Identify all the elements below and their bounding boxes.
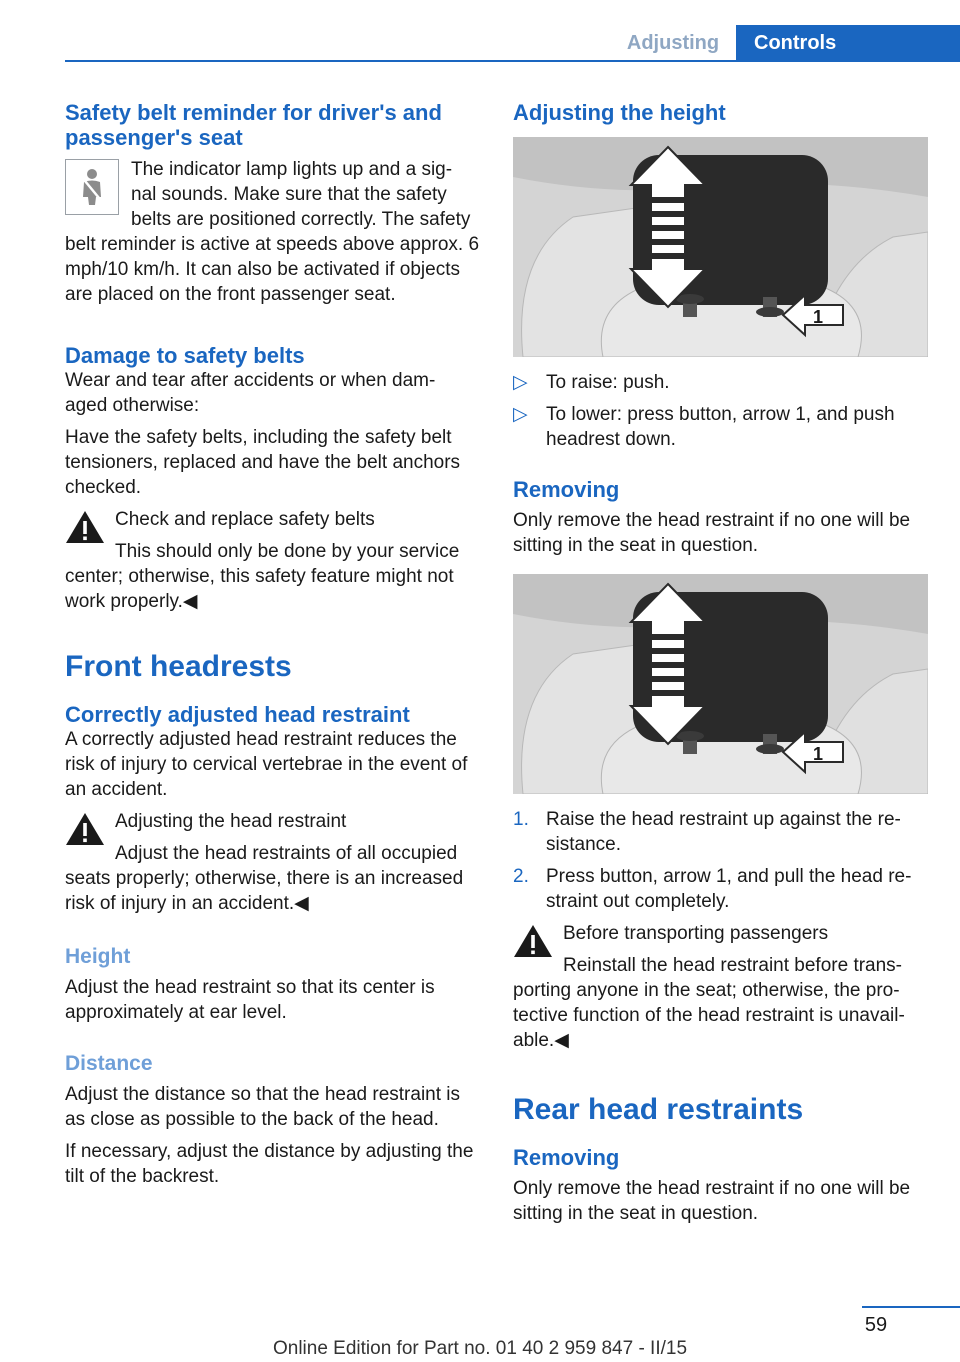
step-item	[513, 807, 928, 857]
warning-icon	[65, 811, 105, 847]
header-section-tab: Adjusting	[626, 32, 720, 54]
warning-check-title: Check and replace safety belts	[115, 509, 375, 530]
warning-before-transport	[513, 921, 928, 1053]
warning-adjust-text: Adjust the head restraints of all occupied seats properly; otherwise, there is an increased risk of injury in an accident.◀	[65, 843, 464, 914]
distance-text-1: Adjust the distance so that the head restraint is as close as possible to the back of the head.	[65, 1084, 461, 1130]
headrest-illustration-2	[513, 574, 928, 794]
front-headrests-title: Front headrests	[65, 650, 292, 683]
bullet-text: To lower: press button, arrow 1, and push headrest down.	[546, 404, 895, 450]
header-rule	[65, 60, 960, 62]
footer-rule	[862, 1306, 960, 1308]
distance-title: Distance	[65, 1052, 153, 1075]
headrest-illustration-1	[513, 137, 928, 357]
damage-title: Damage to safety belts	[65, 343, 305, 368]
edition-line: Online Edition for Part no. 01 40 2 959 847 - II/15	[272, 1338, 688, 1359]
warning-icon	[513, 923, 553, 959]
step-text: Raise the head restraint up against the re‐ sistance.	[546, 809, 901, 855]
warning-icon	[65, 509, 105, 545]
bullet-item	[513, 402, 928, 452]
damage-text-1: Wear and tear after accidents or when dam‐ aged otherwise:	[65, 370, 436, 416]
bullet-marker: ▷	[513, 372, 528, 393]
correct-restraint-title: Correctly adjusted head restraint	[65, 702, 410, 727]
rear-removing-title: Removing	[513, 1145, 620, 1170]
damage-text-2: Have the safety belts, including the safety belt tensioners, replaced and have the belt anchors checked.	[65, 427, 461, 498]
belt-reminder-text: The indicator lamp lights up and a sig‐ nal sounds. Make sure that the safety belts are positioned correctly. The safety belt reminder is active at speeds above approx. 6 mph/10 km/h. It can also be activated if objects are placed on the front passenger seat.	[65, 159, 480, 305]
page-number: 59	[864, 1314, 888, 1336]
belt-reminder-block	[65, 157, 480, 307]
figure-label-2: 1	[813, 744, 824, 764]
rear-removing-text: Only remove the head restraint if no one will be sitting in the seat in question.	[513, 1178, 911, 1224]
warning-transport-text: Reinstall the head restraint before trans‐ porting anyone in the seat; otherwise, the pro‐ tective function of the head restraint is unavail‐ able.◀	[513, 955, 905, 1051]
bullet-marker: ▷	[513, 404, 528, 425]
rear-restraints-title: Rear head restraints	[513, 1093, 804, 1126]
height-text: Adjust the head restraint so that its center is approximately at ear level.	[65, 977, 435, 1023]
removing-text: Only remove the head restraint if no one will be sitting in the seat in question.	[513, 510, 911, 556]
right-column	[513, 100, 928, 1226]
distance-text-2: If necessary, adjust the distance by adjusting the tilt of the backrest.	[65, 1141, 474, 1187]
step-marker: 1.	[513, 809, 529, 830]
removing-title: Removing	[513, 477, 620, 502]
step-item	[513, 864, 928, 914]
height-title: Height	[65, 945, 131, 968]
warning-transport-title: Before transporting passengers	[563, 923, 829, 944]
seatbelt-icon	[65, 159, 119, 215]
belt-reminder-title: Safety belt reminder for driver's and passenger's seat	[65, 100, 442, 150]
warning-check-belts	[65, 507, 480, 614]
figure-label-1: 1	[813, 307, 824, 327]
adjust-height-title: Adjusting the height	[513, 100, 726, 125]
warning-check-text: This should only be done by your service center; otherwise, this safety feature might not work properly.◀	[65, 541, 460, 612]
bullet-item	[513, 370, 928, 395]
left-column	[65, 100, 480, 1189]
warning-adjust-title: Adjusting the head restraint	[115, 811, 347, 832]
step-text: Press button, arrow 1, and pull the head re‐ straint out completely.	[546, 866, 912, 912]
bullet-text: To raise: push.	[546, 372, 670, 393]
step-marker: 2.	[513, 866, 529, 887]
header-chapter-tab: Controls	[736, 25, 960, 61]
correct-restraint-text: A correctly adjusted head restraint reduces the risk of injury to cervical vertebrae in the event of an accident.	[65, 729, 468, 800]
warning-adjust-restraint	[65, 809, 480, 916]
